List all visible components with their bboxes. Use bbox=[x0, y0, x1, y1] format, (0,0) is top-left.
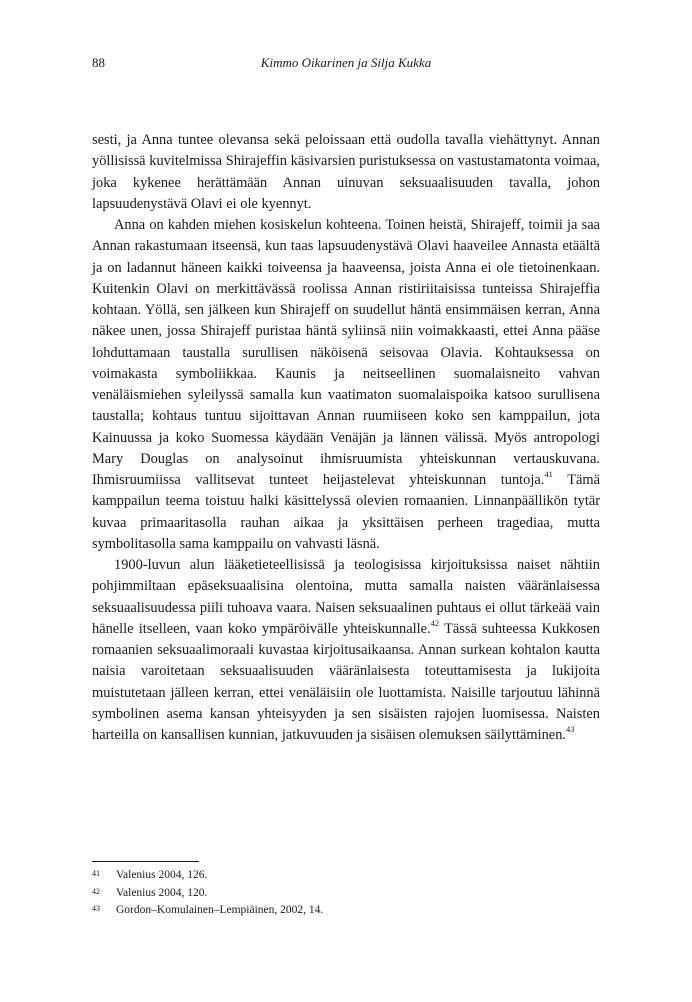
paragraph-text: 1900-luvun alun lääketieteellisissä ja teologisissa kirjoituksissa naiset nähtiin pohjimmiltaan epäseksuaalisina olentoina, mutta samalla naisten vääränlaisessa seksuaalisuudessa piili tuhoava vaara. Naisen seksuaalinen puhtaus ei ollut tärkeää vain hänelle itselleen, vaan koko ympäröivälle yhteiskunnalle. bbox=[92, 557, 600, 637]
page-number: 88 bbox=[92, 55, 105, 70]
footnote-text: Gordon–Komulainen–Lempiäinen, 2002, 14. bbox=[116, 904, 324, 916]
footnote-text: Valenius 2004, 126. bbox=[116, 869, 208, 881]
footnote-item bbox=[92, 885, 600, 903]
footnote-text: Valenius 2004, 120. bbox=[116, 886, 208, 899]
paragraph-text: Tässä suhteessa Kukkosen romaanien seksuaalimoraali kuvastaa kirjoitusaikaansa. Annan surkean kohtalon kautta naisia varoitetaan seksuaalisuuden vääränlaisesta toteuttamisesta ja lukijoita muistutetaan jälleen kerran, ettei venäläisiin ole luottamista. Naisille tarjoutuu lähinnä symbolinen asema kansan yhteisyyden ja sen sisäisten rajojen luomisessa. Naisten harteilla on kansallisen kunnian, jatkuvuuden ja sisäisen olemuksen säilyttäminen. bbox=[92, 620, 600, 743]
footnote-item bbox=[92, 902, 600, 920]
paragraph-text: Tämä kamppailun teema toistuu halki käsittelyssä olevien romaanien. Linnanpäällikön tytär kuvaa primaaritasolla rauhan aikaa ja yksittäisen perheen tragediaa, mutta symbolitasolla sama kamppailu on vahvasti läsnä. bbox=[92, 472, 600, 552]
footnote-reference[interactable]: 41 bbox=[544, 469, 553, 480]
paragraph bbox=[92, 555, 600, 746]
main-text bbox=[92, 130, 600, 746]
footnote-reference[interactable]: 43 bbox=[566, 724, 575, 735]
footnotes bbox=[92, 867, 600, 920]
running-title: Kimmo Oikarinen ja Silja Kukka bbox=[260, 55, 432, 70]
paragraph-text: Anna on kahden miehen kosiskelun kohteena. Toinen heistä, Shirajeff, toimii ja saa Annan rakastumaan itseensä, kun taas lapsuudenystävä Olavi haaveilee Annasta etäältä ja on ladannut häneen kaikki toiveensa ja haaveensa, joista Anna ei ole tietoinenkaan. Kuitenkin Olavi on merkittävässä roolissa Annan ristiriitaisissa tunteissa Shirajeffia kohtaan. Yöllä, sen jälkeen kun Shirajeff on suudellut häntä ensimmäisen kerran, Anna näkee unen, jossa Shirajeff puristaa häntä syliinsä niin voimakkaasti, ettei Anna pääse lohduttamaan taustalla surullisen näköisenä seisovaa Olavia. Kohtauksessa on voimakasta symboliikkaa. Kaunis ja neitseellinen suomalaisneito vahvan venäläismiehen syleilyssä samalla kun vaatimaton suomalaispoika katsoo surullisena taustalla; kohtaus tuntuu sijoittavan Annan ruumiiseen koko sen kamppailun, jota Kainuussa ja koko Suomessa käydään Venäjän ja lännen välissä. Myös antropologi Mary Douglas on analysoinut ihmisruumista yhteiskunnan vertauskuvana. Ihmisruumiissa vallitsevat tunteet heijastelevat yhteiskunnan tuntoja. bbox=[92, 217, 600, 488]
running-header bbox=[92, 53, 600, 73]
footnote-reference[interactable]: 42 bbox=[430, 617, 440, 628]
footnote-number: 43 bbox=[92, 904, 100, 913]
paragraph-text: sesti, ja Anna tuntee olevansa sekä peloissaan että oudolla tavalla viehättynyt. Annan yöllisissä kuvitelmissa Shirajeffin käsivarsien puristuksessa on vastustamatonta voimaa, joka kykenee herättämään Annan uinuvan seksuaalisuuden tavalla, johon lapsuudenystävä Olavi ei ole kyennyt. bbox=[92, 132, 600, 212]
paragraph bbox=[92, 130, 600, 215]
footnote-number: 42 bbox=[92, 886, 100, 896]
footnote-divider bbox=[92, 861, 199, 862]
paragraph bbox=[92, 215, 600, 555]
footnote-item bbox=[92, 867, 600, 885]
footnote-number: 41 bbox=[92, 869, 100, 878]
